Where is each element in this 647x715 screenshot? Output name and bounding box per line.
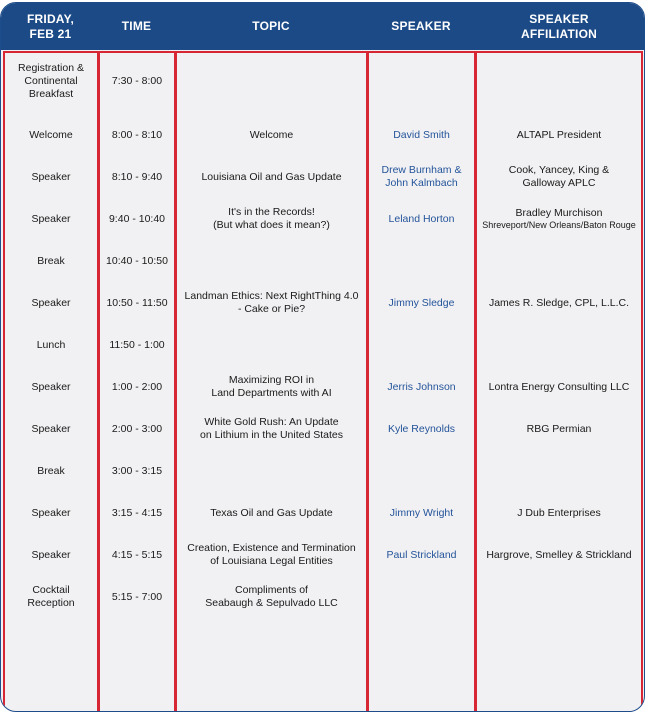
row-time: 10:50 - 11:50 [106, 296, 168, 309]
row-session-type: Welcome [29, 128, 73, 141]
header-topic: TOPIC [252, 19, 290, 33]
row-time: 2:00 - 3:00 [111, 422, 163, 435]
row-topic: White Gold Rush: An Update on Lithium in the United States [199, 416, 343, 441]
affiliation-name: ALTAPL President [516, 128, 602, 141]
row-topic [177, 451, 366, 491]
row-session-type: Speaker [31, 380, 71, 393]
row-affiliation [477, 199, 641, 239]
row-session-type: Speaker [31, 422, 71, 435]
row-speaker: Jimmy Wright [389, 506, 454, 519]
row-session-type: Break [37, 254, 65, 267]
row-session-type: Break [37, 464, 65, 477]
affiliation-name: Lontra Energy Consulting LLC [488, 380, 630, 393]
row-session-type: Speaker [31, 212, 71, 225]
affiliation-name: Hargrove, Smelley & Strickland [486, 548, 632, 561]
row-speaker: Leland Horton [388, 212, 455, 225]
row-affiliation [477, 325, 641, 365]
schedule-table [0, 2, 645, 712]
row-topic [177, 325, 366, 365]
row-affiliation [477, 535, 641, 575]
affiliation-wrap [527, 423, 592, 436]
row-speaker: Jimmy Sledge [388, 296, 455, 309]
row-topic: It's in the Records! (But what does it mean?) [213, 206, 330, 231]
row-speaker: Kyle Reynolds [387, 422, 456, 435]
row-time: 10:40 - 10:50 [106, 254, 168, 267]
row-topic: Texas Oil and Gas Update [210, 506, 333, 519]
affiliation-wrap [517, 129, 601, 142]
row-affiliation [477, 493, 641, 533]
affiliation-wrap [517, 507, 600, 520]
row-speaker [369, 325, 474, 365]
row-session-type: Lunch [36, 338, 66, 351]
row-speaker: Paul Strickland [386, 548, 457, 561]
row-speaker: Drew Burnham & John Kalmbach [381, 164, 462, 189]
row-session-type: Registration & Continental Breakfast [18, 61, 84, 100]
affiliation-wrap [482, 207, 636, 231]
header-affiliation: SPEAKER AFFILIATION [521, 11, 597, 41]
table-header [1, 3, 644, 50]
row-affiliation [477, 283, 641, 323]
row-speaker [369, 577, 474, 617]
header-speaker: SPEAKER [391, 19, 451, 33]
affiliation-wrap [489, 381, 630, 394]
row-affiliation [477, 409, 641, 449]
row-affiliation [477, 115, 641, 155]
row-time: 4:15 - 5:15 [111, 548, 163, 561]
row-session-type: Cocktail Reception [27, 584, 75, 609]
row-topic: Creation, Existence and Termination of Louisiana Legal Entities [187, 542, 356, 567]
row-time: 3:00 - 3:15 [111, 464, 163, 477]
row-topic: Louisiana Oil and Gas Update [201, 170, 342, 183]
affiliation-location: Shreveport/New Orleans/Baton Rouge [482, 220, 636, 230]
affiliation-name: J Dub Enterprises [517, 506, 601, 519]
row-speaker: Jerris Johnson [387, 380, 456, 393]
row-topic: Landman Ethics: Next RightThing 4.0 - Cake or Pie? [184, 290, 359, 315]
row-affiliation [477, 61, 641, 101]
row-session-type: Speaker [31, 548, 71, 561]
row-speaker [369, 451, 474, 491]
row-speaker: David Smith [393, 128, 450, 141]
row-topic: Maximizing ROI in Land Departments with AI [211, 374, 332, 399]
row-speaker [369, 61, 474, 101]
affiliation-name: James R. Sledge, CPL, L.L.C. [488, 296, 630, 309]
row-time: 7:30 - 8:00 [111, 74, 163, 87]
row-topic: Welcome [249, 128, 294, 141]
row-time: 8:00 - 8:10 [111, 128, 163, 141]
row-speaker [369, 241, 474, 281]
row-time: 3:15 - 4:15 [111, 506, 163, 519]
row-time: 9:40 - 10:40 [108, 212, 166, 225]
affiliation-wrap [486, 549, 631, 562]
row-session-type: Speaker [31, 170, 71, 183]
header-time: TIME [121, 19, 152, 33]
row-session-type: Speaker [31, 506, 71, 519]
row-time: 8:10 - 9:40 [111, 170, 163, 183]
affiliation-name: Bradley Murchison [515, 207, 603, 219]
row-time: 5:15 - 7:00 [111, 590, 163, 603]
row-affiliation [477, 157, 641, 197]
affiliation-wrap [509, 164, 609, 190]
affiliation-wrap [489, 297, 629, 310]
row-affiliation [477, 451, 641, 491]
row-time: 1:00 - 2:00 [111, 380, 163, 393]
row-affiliation [477, 367, 641, 407]
row-session-type: Speaker [31, 296, 71, 309]
row-topic [177, 241, 366, 281]
row-affiliation [477, 577, 641, 617]
row-time: 11:50 - 1:00 [109, 338, 165, 351]
affiliation-name: RBG Permian [526, 422, 592, 435]
header-day: FRIDAY, FEB 21 [27, 11, 74, 41]
row-topic [177, 61, 366, 101]
row-topic: Compliments of Seabaugh & Sepulvado LLC [205, 584, 338, 609]
row-affiliation [477, 241, 641, 281]
affiliation-name: Cook, Yancey, King & Galloway APLC [508, 164, 610, 189]
